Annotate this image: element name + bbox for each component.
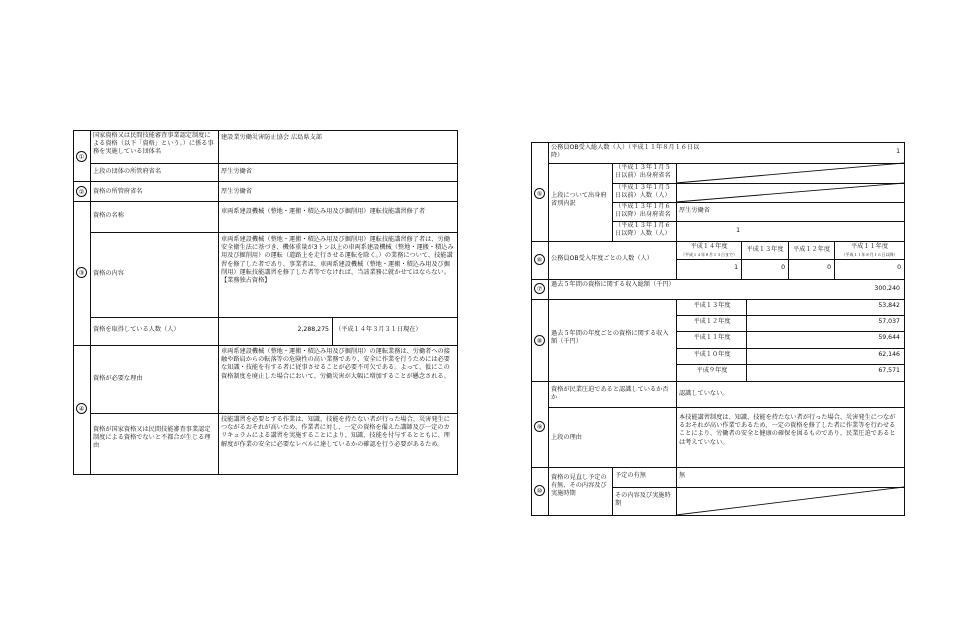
income-year-label: 平成１０年度: [693, 351, 731, 358]
income-total-label: 過去５年間の資格に関する収入総額（千円）: [551, 281, 675, 288]
year-label-h13: 平成１３年度: [746, 246, 784, 253]
sub-row-3-value: 厚生労働省: [679, 207, 710, 214]
sub-row-divider: [676, 364, 904, 365]
national-qualification-reason-value: 技能講習を必要とする作業は、知識、技能を持たない者が行った場合、災害発生につながるおそれが高いため、作業者に対し、一定の資格を備えた講師及び一定のカリキュラムによる講習を実施することにより、知識、技能を付与するとともに、理解度が作業の安全に必要なレベルに達しているかの確認を行う必要があるため。: [221, 416, 450, 448]
private-pressure-label: 資格が民業圧迫であると認識しているか否か: [551, 386, 669, 402]
sub-row-divider: [676, 331, 904, 332]
left-number-column-line: [90, 131, 91, 474]
private-pressure-reason-value: 本技能講習制度は、知識、技能を持たない者が行った場合、災害発生につながるおそれが高い作業であるため、一定の資格を修了した者に作業等を行わせることにより、労働者の安全と健康の確保を図るものであり、民業圧迫であるとは考えていない。: [679, 414, 896, 446]
sub-row-divider: [548, 407, 904, 408]
row-number-8: ⑧: [534, 335, 545, 346]
row-number-9: ⑨: [534, 421, 545, 432]
income-year-label: 平成９年度: [696, 367, 728, 374]
income-yearly-label: 過去５年間の年度ごとの資格に関する収入額（千円）: [551, 330, 669, 346]
qualification-name-label: 資格の名称: [93, 212, 124, 219]
sub-row-2-label: （平成１３年１月５日以前）人数（人）: [615, 184, 671, 200]
review-plan-detail-label: その内容及び実施時期: [615, 492, 671, 508]
necessity-reason-value: 車両系建設機械（整地・運搬・積込み用及び掘削用）の運転業務は、労働者への接触や路肩からの転落等の危険性の高い業務であり、安全に作業を行うためには必要な知識・技能を有する者に従事させることが必要不可欠である。よって、仮にこの資格制度を廃止した場合において、労働災害が大幅に増加することが懸念される。: [221, 348, 450, 380]
ob-yearly-label: 公務員OB受入年度ごとの人数（人）: [551, 255, 653, 262]
sub-row-4-value: 1: [736, 227, 740, 234]
ob-total-value: 1: [896, 148, 900, 155]
income-year-label: 平成１１年度: [693, 334, 731, 341]
row-number-6: ⑥: [534, 254, 545, 265]
holder-count-note: （平成１４年３月３１日現在）: [335, 326, 422, 333]
sub-row-divider: [676, 348, 904, 349]
sub-row-divider: [676, 315, 904, 316]
row-number-4: ④: [76, 403, 87, 414]
holder-count-label: 資格を取得している人数（人）: [93, 326, 180, 333]
private-pressure-value: 認識していない。: [679, 390, 729, 397]
year-note-h14: （平成１４年８月１５日まで）: [681, 252, 737, 257]
qualification-ministry-value: 厚生労働省: [221, 188, 252, 195]
year-value-h13: 0: [781, 264, 785, 271]
income-year-label: 平成１３年度: [693, 302, 731, 309]
sub-row-3-label: （平成１３年１月６日以降）出身府省名: [615, 203, 671, 219]
income-year-label: 平成１２年度: [693, 318, 731, 325]
row-divider: [90, 232, 457, 233]
row-divider: [74, 181, 457, 182]
sub-row-4-label: （平成１３年１月６日以降）人数（人）: [615, 222, 671, 238]
row-number-10: ⑩: [534, 485, 545, 496]
private-pressure-reason-label: 上段の理由: [551, 434, 582, 441]
income-year-value: 59,644: [878, 334, 900, 341]
ob-total-label: 公務員OB受入総人数（人）（平成１１年８月１６日以降）: [551, 144, 700, 160]
row-number-1: ①: [76, 151, 87, 162]
year-label-h12: 平成１２年度: [792, 246, 831, 253]
sub-row-divider: [676, 259, 904, 260]
income-year-value: 62,146: [878, 351, 900, 358]
income-year-value: 67,571: [878, 367, 900, 374]
year-note-h11: （平成１１年８月１６日以降）: [841, 252, 898, 257]
right-form-sheet: [531, 142, 905, 516]
year-value-h12: 0: [827, 264, 831, 271]
income-total-value: 300,240: [874, 285, 900, 292]
row-number-5: ⑤: [534, 188, 545, 199]
left-form-sheet: [73, 130, 458, 475]
organization-label: 国家資格又は民間技能審査事業認定制度による資格（以下「資格」という。）に係る事務を実施している団体名: [93, 132, 214, 156]
row-divider: [74, 345, 457, 346]
year-value-h11: 0: [897, 264, 901, 271]
row-number-7: ⑦: [534, 283, 545, 294]
row-divider: [532, 381, 904, 382]
row-divider: [90, 163, 457, 164]
row-number-3: ③: [76, 267, 87, 278]
row-divider: [532, 299, 904, 300]
holder-count-value: 2,288,275: [297, 326, 329, 333]
organization-ministry-value: 厚生労働省: [221, 168, 252, 175]
organization-value: 建設業労働災害防止協会 広島県支部: [221, 134, 322, 141]
income-label-line: [676, 299, 677, 381]
income-year-value: 53,842: [878, 302, 900, 309]
necessity-reason-label: 資格が必要な理由: [93, 375, 143, 382]
row-number-2: ②: [76, 186, 87, 197]
row-divider: [90, 317, 457, 318]
qualification-content-label: 資格の内容: [93, 270, 124, 277]
year-value-h14: 1: [734, 264, 738, 271]
row-divider: [74, 201, 457, 202]
year-label-h14: 平成１４年度: [690, 243, 728, 250]
review-plan-label: 資格の見直し予定の有無、その内容及び実施時期: [551, 474, 607, 498]
qualification-content-value: 車両系建設機械（整地・運搬・積込み用及び掘削用）運転技能講習修了者は、労働安全衛生法に基づき、機体重量が3トン以上の車両系建設機械（整地・運搬・積込み用及び掘削用）の運転（道路上を走行させる運転を除く。）の業務について、技能講習を修了した者であり、事業者は、車両系建設機械（整地・運搬・積込み用及び掘削用）運転技能講習を修了した者等でなければ、当該業務に就かせてはならない。【業務独占資格】: [221, 236, 454, 285]
qualification-ministry-label: 資格の所管府省名: [93, 188, 143, 195]
sub-row-1-label: （平成１３年１月５日以前）出身府省名: [615, 164, 671, 180]
sub-row-divider: [612, 487, 904, 488]
review-plan-presence-value: 無: [679, 472, 686, 479]
review-plan-presence-label: 予定の有無: [615, 472, 646, 479]
row-divider: [90, 413, 457, 414]
year-label-h11: 平成１１年度: [850, 243, 889, 250]
row-divider: [548, 163, 904, 164]
national-qualification-reason-label: 資格が国家資格又は民間技能審査事業認定制度による資格でないと不都合が生じる理由: [93, 426, 211, 450]
organization-ministry-label: 上段の団体の所管府省名: [93, 168, 162, 175]
dept-breakdown-label: 上段について出身府省別内訳: [551, 192, 607, 208]
income-year-line: [746, 299, 747, 381]
row-divider: [532, 467, 904, 468]
qualification-name-value: 車両系建設機械（整地・運搬・積込み用及び掘削用）運転技能講習修了者: [221, 208, 426, 215]
income-year-value: 57,037: [878, 318, 900, 325]
